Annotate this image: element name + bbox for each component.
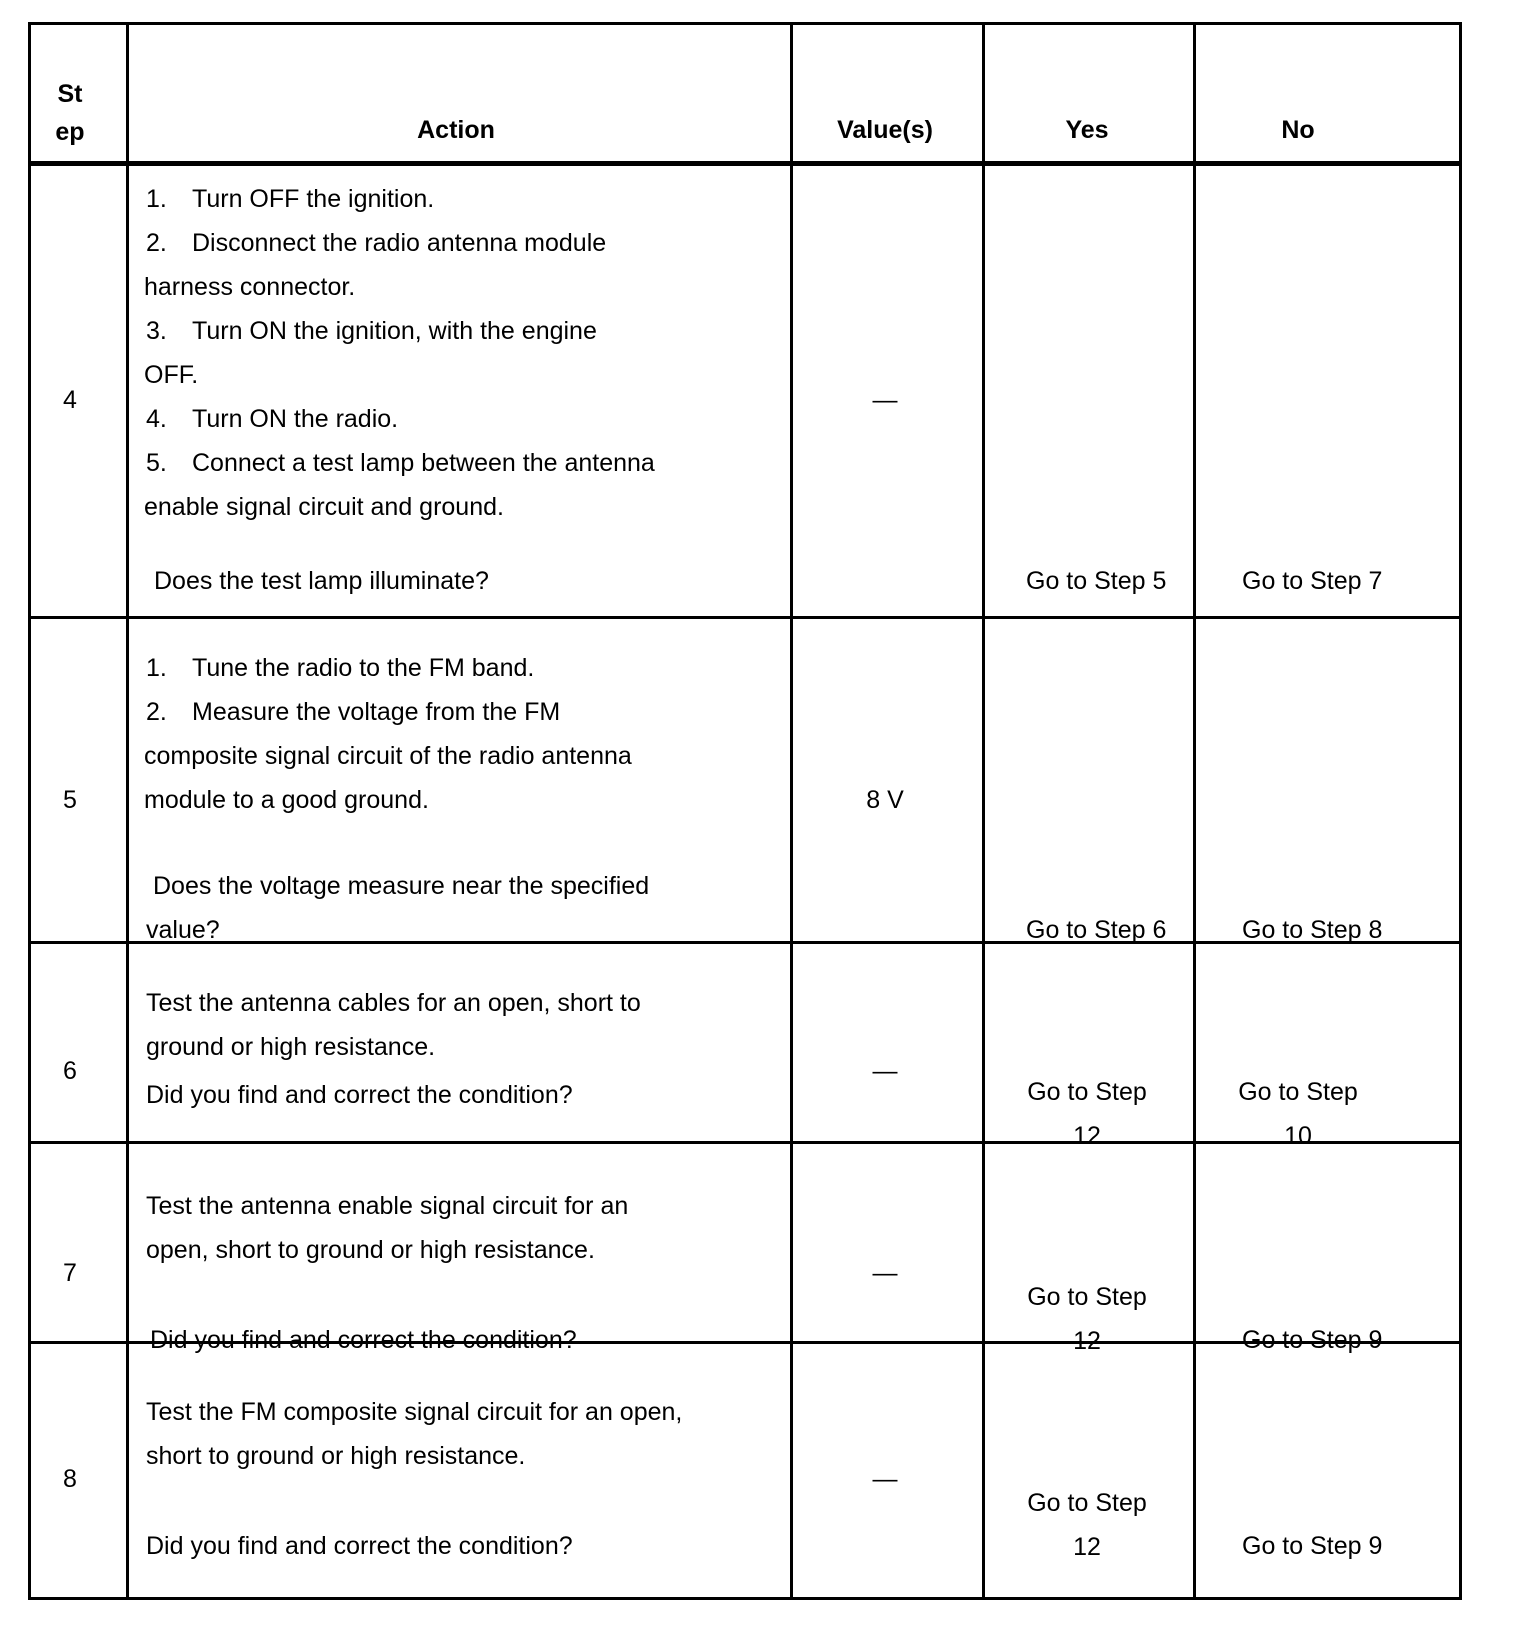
step-number: 5 <box>63 786 77 814</box>
yes-cell: Go to Step 6 <box>1026 916 1167 944</box>
action-line: Test the antenna cables for an open, short to <box>146 989 641 1017</box>
action-cell <box>146 646 632 822</box>
step-number: 7 <box>63 1259 77 1287</box>
action-line: 1. Turn OFF the ignition. <box>146 185 435 213</box>
yes-cell <box>982 1070 1192 1158</box>
action-question: Does the test lamp illuminate? <box>154 567 489 595</box>
no-cell: Go to Step 7 <box>1242 567 1383 595</box>
action-cell <box>146 1390 682 1478</box>
yes-line: 12 <box>1073 1327 1101 1355</box>
value-cell: — <box>872 1259 898 1287</box>
no-cell: Go to Step 8 <box>1242 916 1383 944</box>
header-step <box>28 72 112 154</box>
column-divider <box>1193 25 1196 1597</box>
no-cell: Go to Step 9 <box>1242 1532 1383 1560</box>
action-cell <box>146 1184 628 1272</box>
header-action: Action <box>417 116 495 144</box>
action-line: 4. Turn ON the radio. <box>146 405 399 433</box>
action-line: 2. Measure the voltage from the FM <box>146 698 561 726</box>
yes-cell: Go to Step 5 <box>1026 567 1167 595</box>
yes-cell <box>982 1275 1192 1363</box>
value-cell: — <box>872 386 898 414</box>
action-question <box>146 864 649 952</box>
action-line: harness connector. <box>144 273 356 301</box>
step-number: 4 <box>63 386 77 414</box>
action-line: short to ground or high resistance. <box>146 1442 526 1470</box>
action-question-line: value? <box>146 916 220 944</box>
action-question: Did you find and correct the condition? <box>150 1326 577 1354</box>
action-line: Test the antenna enable signal circuit for an <box>146 1192 629 1220</box>
action-line: ground or high resistance. <box>146 1033 436 1061</box>
header-divider <box>31 161 1459 166</box>
yes-cell <box>982 1481 1192 1569</box>
header-step-line: St <box>57 80 83 108</box>
action-question-line: Does the voltage measure near the specified <box>153 872 650 900</box>
value-cell: 8 V <box>866 786 904 814</box>
no-line: Go to Step <box>1238 1078 1358 1106</box>
action-line: 1. Tune the radio to the FM band. <box>146 654 535 682</box>
action-cell <box>146 177 655 529</box>
header-no: No <box>1281 116 1315 144</box>
no-line: 10 <box>1284 1122 1312 1150</box>
action-line: OFF. <box>144 361 199 389</box>
step-number: 8 <box>63 1465 77 1493</box>
action-line: 5. Connect a test lamp between the antenna <box>146 449 655 477</box>
yes-line: Go to Step <box>1027 1078 1147 1106</box>
no-cell: Go to Step 9 <box>1242 1326 1383 1354</box>
action-cell <box>146 981 641 1117</box>
action-line: 2. Disconnect the radio antenna module <box>146 229 607 257</box>
value-cell: — <box>872 1057 898 1085</box>
yes-line: 12 <box>1073 1533 1101 1561</box>
action-line: module to a good ground. <box>144 786 429 814</box>
no-cell <box>1193 1070 1403 1158</box>
action-question: Did you find and correct the condition? <box>146 1081 573 1109</box>
action-question: Did you find and correct the condition? <box>146 1532 573 1560</box>
yes-line: Go to Step <box>1027 1283 1147 1311</box>
action-line: enable signal circuit and ground. <box>144 493 504 521</box>
value-cell: — <box>872 1465 898 1493</box>
action-line: composite signal circuit of the radio antenna <box>144 742 632 770</box>
yes-line: 12 <box>1073 1122 1101 1150</box>
header-step-line: ep <box>55 118 85 146</box>
row-divider <box>31 616 1459 619</box>
header-values: Value(s) <box>837 116 933 144</box>
action-line: open, short to ground or high resistance. <box>146 1236 595 1264</box>
yes-line: Go to Step <box>1027 1489 1147 1517</box>
column-divider <box>126 25 129 1597</box>
step-number: 6 <box>63 1057 77 1085</box>
header-yes: Yes <box>1065 116 1109 144</box>
action-line: 3. Turn ON the ignition, with the engine <box>146 317 597 345</box>
action-line: Test the FM composite signal circuit for an open, <box>146 1398 683 1426</box>
